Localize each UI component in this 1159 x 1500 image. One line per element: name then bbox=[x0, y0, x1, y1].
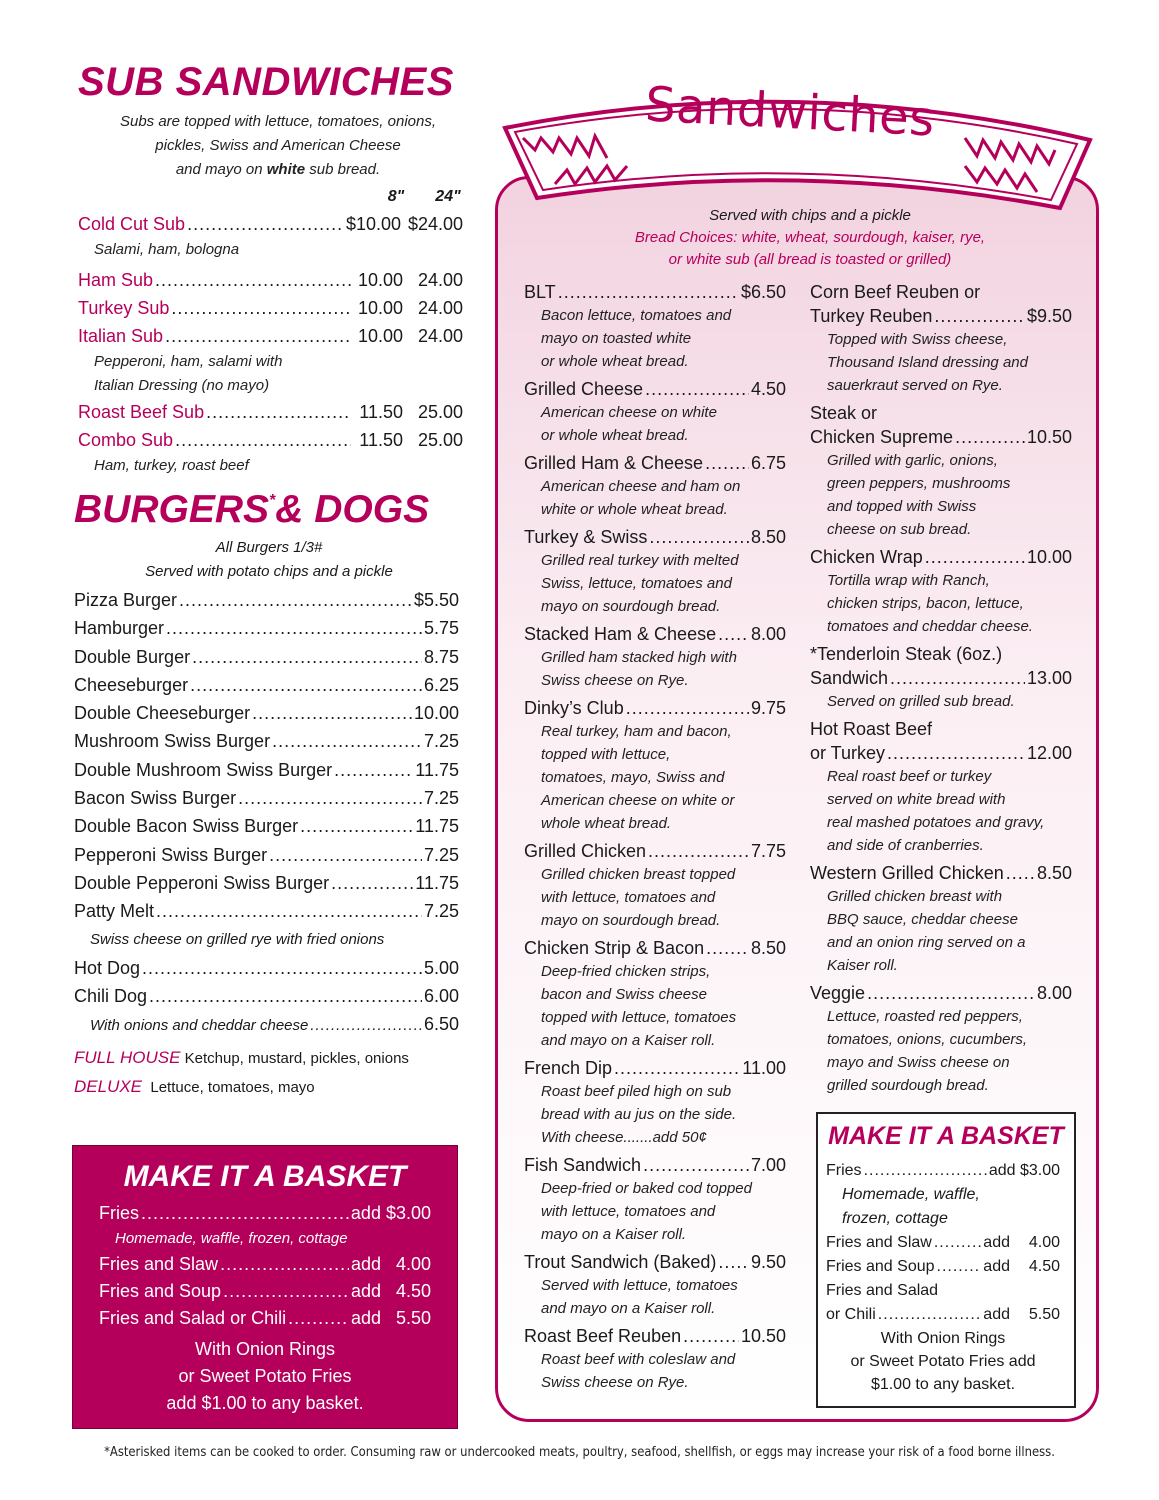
item-description: Bacon lettuce, tomatoes and bbox=[541, 307, 732, 324]
item-description: whole wheat bread. bbox=[541, 815, 672, 832]
menu-item: Chili Dog ..... 6.00 bbox=[74, 982, 459, 1010]
item-description: bread with au jus on the side. bbox=[541, 1106, 737, 1123]
item-description: mayo on a Kaiser roll. bbox=[541, 1226, 687, 1243]
basket-box-right bbox=[816, 1112, 1076, 1408]
menu-item: Italian Sub ..... 10.00 24.00 bbox=[78, 322, 463, 350]
menu-item: Combo Sub ..... 11.50 25.00 bbox=[78, 426, 463, 454]
item-description: Real roast beef or turkey bbox=[827, 768, 992, 785]
item-description: served on white bread with bbox=[827, 791, 1006, 808]
item-description: and topped with Swiss bbox=[827, 498, 977, 515]
item-description: Deep-fried or baked cod topped bbox=[541, 1180, 752, 1197]
item-description: and side of cranberries. bbox=[827, 837, 984, 854]
item-description: Swiss cheese on Rye. bbox=[541, 672, 689, 689]
item-description: Grilled chicken breast with bbox=[827, 888, 1003, 905]
sandwiches-column-a bbox=[524, 280, 786, 1398]
menu-item: Hamburger ..... 5.75 bbox=[74, 614, 459, 642]
basket-item: Fries and Slaw ..... add 4.00 bbox=[99, 1251, 431, 1278]
basket-box-left bbox=[72, 1145, 458, 1429]
menu-item: Pizza Burger ..... $5.50 bbox=[74, 586, 459, 614]
subs-size-header bbox=[370, 188, 474, 206]
item-description: tomatoes, onions, cucumbers, bbox=[827, 1031, 1028, 1048]
item-description: topped with lettuce, bbox=[541, 746, 671, 763]
basket-note: With Onion Rings or Sweet Potato Fries add $1.00 to any basket. bbox=[166, 1339, 364, 1413]
item-description: Italian Dressing (no mayo) bbox=[94, 377, 270, 394]
menu-item: Western Grilled Chicken ..... 8.50 bbox=[810, 861, 1072, 885]
item-description: Swiss cheese on grilled rye with fried onions bbox=[90, 930, 385, 948]
item-description: Thousand Island dressing and bbox=[827, 354, 1028, 371]
toppings-options: FULL HOUSE Ketchup, mustard, pickles, onions DELUXE Lettuce, tomatoes, mayo bbox=[74, 1048, 409, 1096]
menu-item: French Dip ..... 11.00 bbox=[524, 1056, 786, 1080]
sandwiches-column-b bbox=[810, 280, 1072, 1101]
item-description: topped with lettuce, tomatoes bbox=[541, 1009, 737, 1026]
item-description: Homemade, waffle, frozen, cottage bbox=[115, 1230, 348, 1247]
item-description: mayo on toasted white bbox=[541, 330, 692, 347]
item-description: tomatoes and cheddar cheese. bbox=[827, 618, 1033, 635]
menu-item: Hot Dog ..... 5.00 bbox=[74, 954, 459, 982]
item-description: mayo on sourdough bread. bbox=[541, 912, 721, 929]
size-24-label: 24" bbox=[435, 188, 461, 205]
menu-item: Turkey & Swiss ..... 8.50 bbox=[524, 525, 786, 549]
burgers-note: All Burgers 1/3# Served with potato chips and a pickle bbox=[145, 539, 393, 580]
menu-item: Double Cheeseburger ..... 10.00 bbox=[74, 699, 459, 727]
menu-item: Turkey Sub ..... 10.00 24.00 bbox=[78, 294, 463, 322]
item-description: BBQ sauce, cheddar cheese bbox=[827, 911, 1018, 928]
menu-item: Cold Cut Sub ..... $10.00 $24.00 bbox=[78, 210, 463, 238]
item-description: Homemade, waffle, bbox=[842, 1186, 980, 1203]
item-description: white or whole wheat bread. bbox=[541, 501, 728, 518]
basket-item-label: Fries and Salad bbox=[826, 1282, 939, 1299]
menu-item: Cheeseburger ..... 6.25 bbox=[74, 671, 459, 699]
sandwiches-title: Sandwiches bbox=[643, 76, 937, 148]
item-description: sauerkraut served on Rye. bbox=[827, 377, 1003, 394]
item-description: Ham, turkey, roast beef bbox=[94, 457, 249, 474]
menu-item: Pepperoni Swiss Burger ..... 7.25 bbox=[74, 841, 459, 869]
item-description: chicken strips, bacon, lettuce, bbox=[827, 595, 1024, 612]
menu-item: Double Burger ..... 8.75 bbox=[74, 643, 459, 671]
menu-item-label: Hot Roast Beef bbox=[810, 719, 933, 739]
item-description: mayo and Swiss cheese on bbox=[827, 1054, 1010, 1071]
item-description: or whole wheat bread. bbox=[541, 353, 689, 370]
basket-item: Fries and Salad or Chili ..... add 5.50 bbox=[99, 1305, 431, 1332]
menu-item: Double Mushroom Swiss Burger ..... 11.75 bbox=[74, 756, 459, 784]
basket-item: Fries ..... add $3.00 bbox=[99, 1200, 431, 1227]
menu-item: Dinky’s Club ..... 9.75 bbox=[524, 696, 786, 720]
size-8-label: 8" bbox=[387, 188, 405, 205]
basket-item: Fries and Slaw ..... add 4.00 bbox=[826, 1231, 1060, 1255]
menu-item: Trout Sandwich (Baked) ..... 9.50 bbox=[524, 1250, 786, 1274]
basket-title: MAKE IT A BASKET bbox=[123, 1160, 407, 1193]
item-description: cheese on sub bread. bbox=[827, 521, 972, 538]
item-description: with lettuce, tomatoes and bbox=[541, 1203, 716, 1220]
menu-item: or Turkey ..... 12.00 bbox=[810, 741, 1072, 765]
menu-item: Mushroom Swiss Burger ..... 7.25 bbox=[74, 727, 459, 755]
item-description: Deep-fried chicken strips, bbox=[541, 963, 711, 980]
item-description: Topped with Swiss cheese, bbox=[827, 331, 1008, 348]
menu-item: Grilled Cheese ..... 4.50 bbox=[524, 377, 786, 401]
item-description: Roast beef piled high on sub bbox=[541, 1083, 732, 1100]
footnote: *Asterisked items can be cooked to order. Consuming raw or undercooked meats, poultry, seafood, shellfish, or eggs may increase your risk of a food borne illness. bbox=[104, 1444, 1055, 1460]
menu-item-label: *Tenderloin Steak (6oz.) bbox=[810, 644, 1003, 664]
menu-item-label: Steak or bbox=[810, 403, 878, 423]
sandwiches-note: Served with chips and a pickle Bread Choices: white, wheat, sourdough, kaiser, rye, or white sub (all bread is toasted or grilled) bbox=[634, 207, 986, 268]
item-description: American cheese on white or bbox=[541, 792, 735, 809]
menu-item: BLT ..... $6.50 bbox=[524, 280, 786, 304]
menu-item: Veggie ..... 8.00 bbox=[810, 981, 1072, 1005]
item-description: Grilled with garlic, onions, bbox=[827, 452, 998, 469]
menu-item: Fish Sandwich ..... 7.00 bbox=[524, 1153, 786, 1177]
subs-title: SUB SANDWICHES bbox=[78, 60, 454, 104]
item-description: Kaiser roll. bbox=[827, 957, 898, 974]
menu-item: With onions and cheddar cheese ..... 6.50 bbox=[74, 1010, 459, 1038]
item-description: Pepperoni, ham, salami with bbox=[94, 353, 283, 370]
item-description: Grilled real turkey with melted bbox=[541, 552, 739, 569]
item-description: Lettuce, roasted red peppers, bbox=[827, 1008, 1023, 1025]
item-description: mayo on sourdough bread. bbox=[541, 598, 721, 615]
item-description: Grilled ham stacked high with bbox=[541, 649, 737, 666]
menu-item: Bacon Swiss Burger ..... 7.25 bbox=[74, 784, 459, 812]
menu-item: Roast Beef Reuben ..... 10.50 bbox=[524, 1324, 786, 1348]
item-description: Tortilla wrap with Ranch, bbox=[827, 572, 990, 589]
menu-item: Double Bacon Swiss Burger ..... 11.75 bbox=[74, 812, 459, 840]
basket-title: MAKE IT A BASKET bbox=[828, 1122, 1064, 1150]
basket-item: Fries and Soup ..... add 4.50 bbox=[826, 1255, 1060, 1279]
item-description: American cheese on white bbox=[541, 404, 717, 421]
item-description: and mayo on a Kaiser roll. bbox=[541, 1300, 716, 1317]
menu-item: Chicken Wrap ..... 10.00 bbox=[810, 545, 1072, 569]
menu-item: Sandwich ..... 13.00 bbox=[810, 666, 1072, 690]
menu-item: Patty Melt ..... 7.25 bbox=[74, 897, 459, 925]
item-description: green peppers, mushrooms bbox=[827, 475, 1011, 492]
basket-item: Fries ..... add $3.00 bbox=[826, 1159, 1060, 1183]
menu-item: Turkey Reuben ..... $9.50 bbox=[810, 304, 1072, 328]
item-description: Served with lettuce, tomatoes bbox=[541, 1277, 738, 1294]
item-description: bacon and Swiss cheese bbox=[541, 986, 707, 1003]
menu-item: Grilled Ham & Cheese ..... 6.75 bbox=[524, 451, 786, 475]
item-description: and an onion ring served on a bbox=[827, 934, 1026, 951]
menu-item: Ham Sub ..... 10.00 24.00 bbox=[78, 266, 463, 294]
item-description: Swiss cheese on Rye. bbox=[541, 1374, 689, 1391]
menu-item-label: Corn Beef Reuben or bbox=[810, 282, 981, 302]
menu-item: Chicken Supreme ..... 10.50 bbox=[810, 425, 1072, 449]
item-description: with lettuce, tomatoes and bbox=[541, 889, 716, 906]
burgers-list bbox=[74, 586, 459, 1038]
basket-item: Fries and Soup ..... add 4.50 bbox=[99, 1278, 431, 1305]
item-description: or whole wheat bread. bbox=[541, 427, 689, 444]
item-description: Salami, ham, bologna bbox=[94, 241, 240, 258]
item-description: Roast beef with coleslaw and bbox=[541, 1351, 736, 1368]
item-description: frozen, cottage bbox=[842, 1210, 948, 1227]
item-description: American cheese and ham on bbox=[541, 478, 741, 495]
item-description: and mayo on a Kaiser roll. bbox=[541, 1032, 716, 1049]
menu-item: Roast Beef Sub ..... 11.50 25.00 bbox=[78, 398, 463, 426]
menu-item: Stacked Ham & Cheese ..... 8.00 bbox=[524, 622, 786, 646]
basket-note: With Onion Rings or Sweet Potato Fries add $1.00 to any basket. bbox=[850, 1330, 1036, 1393]
subs-description: Subs are topped with lettuce, tomatoes, onions, pickles, Swiss and American Cheese and mayo on white sub bread. bbox=[119, 113, 437, 178]
item-description: Served on grilled sub bread. bbox=[827, 693, 1015, 710]
item-description: Grilled chicken breast topped bbox=[541, 866, 736, 883]
item-description: tomatoes, mayo, Swiss and bbox=[541, 769, 725, 786]
subs-list bbox=[78, 210, 463, 478]
item-description: With cheese.......add 50¢ bbox=[541, 1129, 707, 1146]
item-description: Swiss, lettuce, tomatoes and bbox=[541, 575, 732, 592]
menu-item: Double Pepperoni Swiss Burger ..... 11.75 bbox=[74, 869, 459, 897]
item-description: real mashed potatoes and gravy, bbox=[827, 814, 1045, 831]
item-description: Real turkey, ham and bacon, bbox=[541, 723, 732, 740]
basket-item: or Chili ..... add 5.50 bbox=[826, 1303, 1060, 1327]
item-description: grilled sourdough bread. bbox=[827, 1077, 989, 1094]
burgers-title: BURGERS*& DOGS bbox=[74, 488, 430, 531]
menu-item: Chicken Strip & Bacon ..... 8.50 bbox=[524, 936, 786, 960]
menu-item: Grilled Chicken ..... 7.75 bbox=[524, 839, 786, 863]
